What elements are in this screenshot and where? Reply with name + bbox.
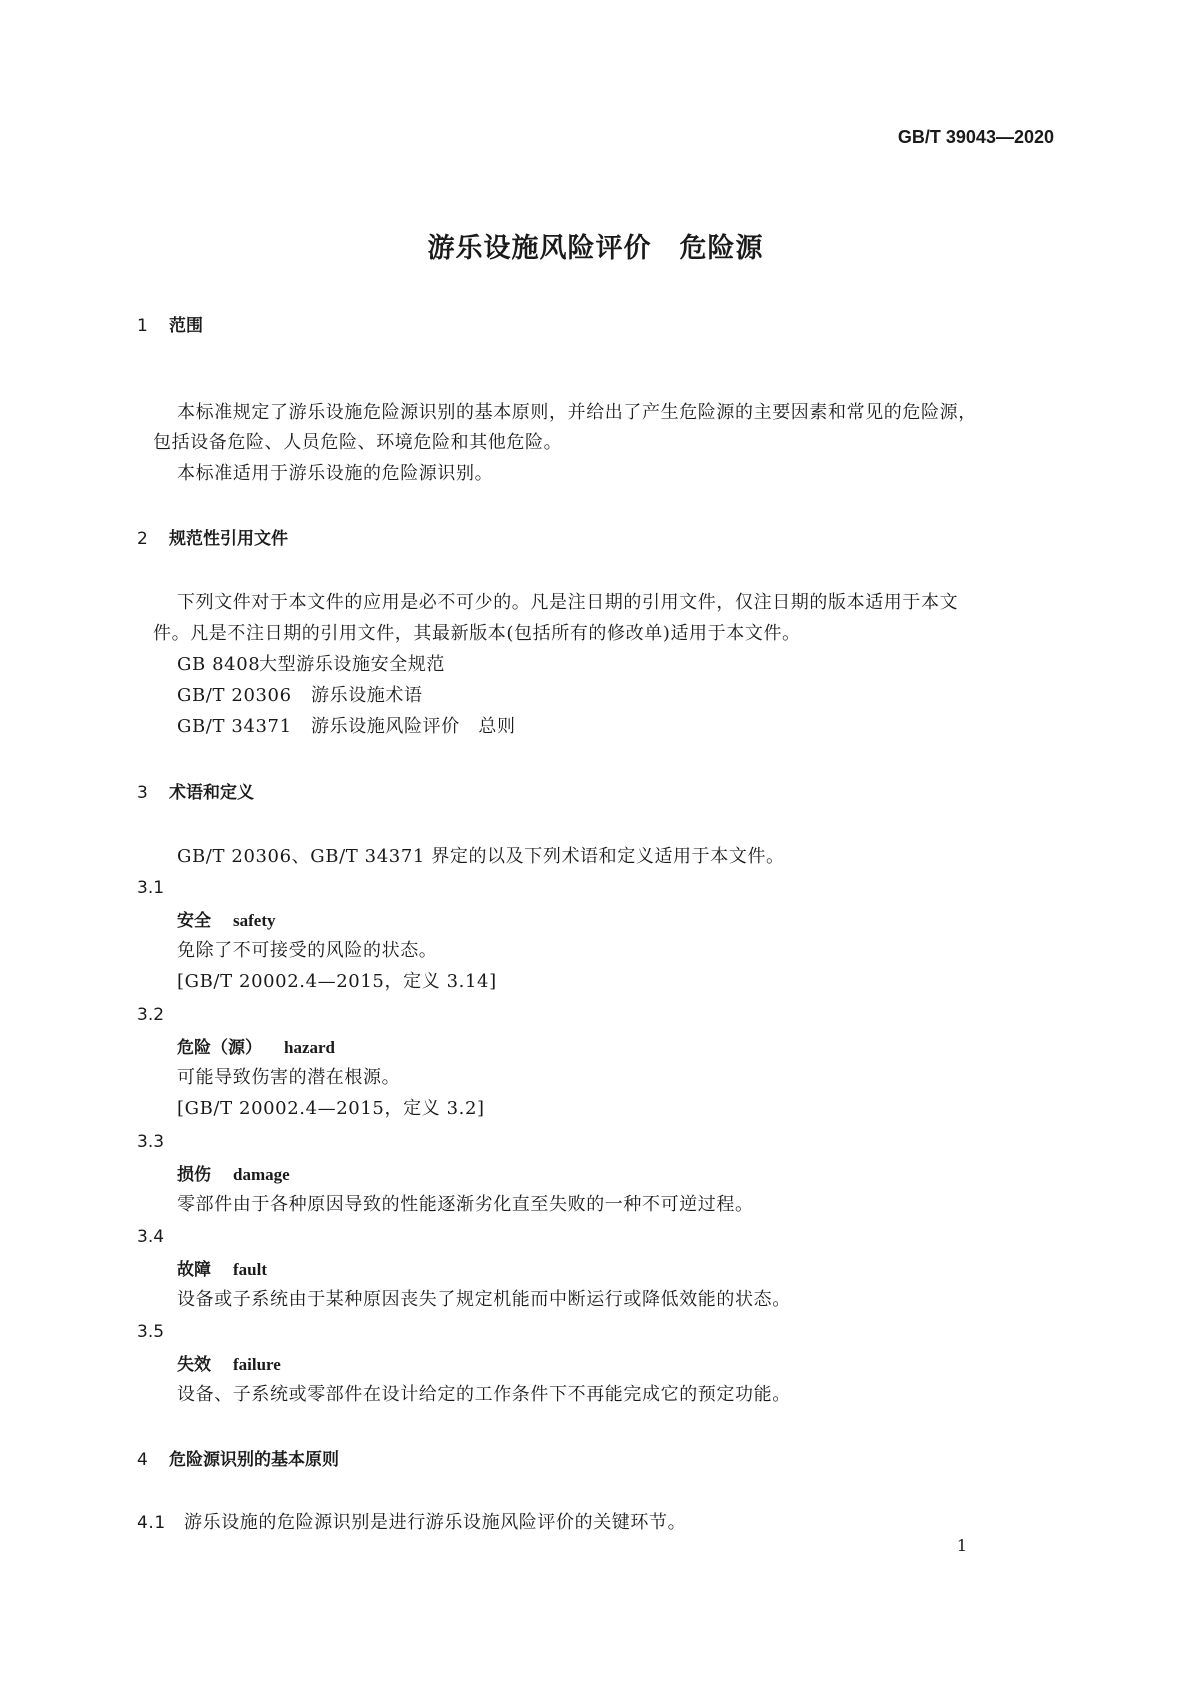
term-heading xyxy=(177,906,275,931)
section-title: 范围 xyxy=(169,316,203,336)
paragraph: 件。凡是不注日期的引用文件，其最新版本(包括所有的修改单)适用于本文件。 xyxy=(153,623,801,644)
term-definition: 零部件由于各种原因导致的性能逐渐劣化直至失败的一种不可逆过程。 xyxy=(177,1194,754,1215)
term-heading xyxy=(177,1160,290,1185)
term-zh: 安全 xyxy=(177,911,211,931)
section-title: 术语和定义 xyxy=(169,783,254,803)
section-title: 危险源识别的基本原则 xyxy=(169,1450,339,1470)
clause-4-1 xyxy=(137,1508,686,1534)
clause-number: 4.1 xyxy=(137,1513,166,1533)
term-en: safety xyxy=(233,911,276,930)
reference-title: 大型游乐设施安全规范 xyxy=(259,654,445,675)
section-number: 3 xyxy=(137,783,148,803)
section-1-heading xyxy=(137,311,203,336)
term-definition: 设备或子系统由于某种原因丧失了规定机能而中断运行或降低效能的状态。 xyxy=(177,1289,791,1310)
term-en: hazard xyxy=(284,1038,335,1057)
term-number: 3.3 xyxy=(137,1132,165,1152)
term-number: 3.1 xyxy=(137,878,165,898)
reference-item xyxy=(177,681,423,707)
term-number: 3.5 xyxy=(137,1322,165,1342)
clause-text: 游乐设施的危险源识别是进行游乐设施风险评价的关键环节。 xyxy=(184,1512,687,1533)
paragraph: 本标准适用于游乐设施的危险源识别。 xyxy=(177,463,494,484)
reference-title: 游乐设施术语 xyxy=(311,685,423,706)
section-2-heading xyxy=(137,524,288,549)
section-number: 1 xyxy=(137,316,148,336)
term-en: fault xyxy=(233,1260,267,1279)
term-heading xyxy=(177,1350,281,1375)
paragraph: GB/T 20306、GB/T 34371 界定的以及下列术语和定义适用于本文件。 xyxy=(177,846,785,867)
section-title: 规范性引用文件 xyxy=(169,529,288,549)
term-heading xyxy=(177,1033,335,1058)
term-zh: 损伤 xyxy=(177,1165,211,1185)
section-number: 4 xyxy=(137,1450,148,1470)
paragraph: 本标准规定了游乐设施危险源识别的基本原则，并给出了产生危险源的主要因素和常见的危险源， xyxy=(177,402,977,423)
term-zh: 危险（源） xyxy=(177,1038,262,1058)
term-en: damage xyxy=(233,1165,290,1184)
reference-title: 游乐设施风险评价 总则 xyxy=(311,716,516,737)
term-en: failure xyxy=(233,1355,281,1374)
term-zh: 故障 xyxy=(177,1260,211,1280)
section-4-heading xyxy=(137,1445,339,1470)
reference-code: GB 8408 xyxy=(177,654,261,675)
reference-code: GB/T 20306 xyxy=(177,685,292,706)
term-source: [GB/T 20002.4—2015，定义 3.14] xyxy=(177,971,497,992)
term-source: [GB/T 20002.4—2015，定义 3.2] xyxy=(177,1098,485,1119)
term-zh: 失效 xyxy=(177,1355,211,1375)
term-definition: 设备、子系统或零部件在设计给定的工作条件下不再能完成它的预定功能。 xyxy=(177,1384,791,1405)
term-number: 3.4 xyxy=(137,1227,165,1247)
reference-item xyxy=(177,712,516,738)
section-number: 2 xyxy=(137,529,148,549)
reference-code: GB/T 34371 xyxy=(177,716,292,737)
document-title: 游乐设施风险评价 危险源 xyxy=(427,233,764,264)
term-definition: 免除了不可接受的风险的状态。 xyxy=(177,940,438,961)
term-number: 3.2 xyxy=(137,1005,165,1025)
reference-item xyxy=(177,650,445,676)
standard-number: GB/T 39043—2020 xyxy=(897,127,1054,147)
section-3-heading xyxy=(137,778,254,803)
term-heading xyxy=(177,1255,267,1280)
page-number: 1 xyxy=(956,1536,967,1555)
paragraph: 包括设备危险、人员危险、环境危险和其他危险。 xyxy=(153,432,563,453)
paragraph: 下列文件对于本文件的应用是必不可少的。凡是注日期的引用文件，仅注日期的版本适用于本文 xyxy=(177,592,959,613)
term-definition: 可能导致伤害的潜在根源。 xyxy=(177,1067,401,1088)
